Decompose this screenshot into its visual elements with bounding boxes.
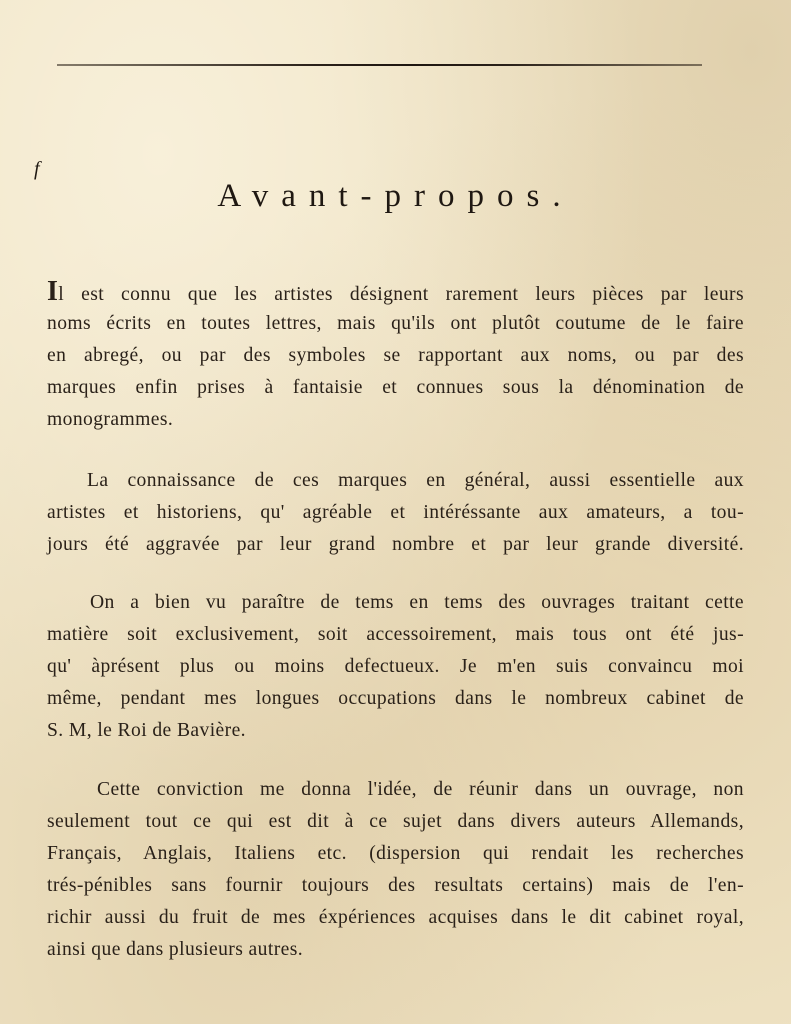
text-line: matière soit exclusivement, soit accessoirement, mais tous ont été jus- <box>47 624 744 645</box>
text-line: On a bien vu paraître de tems en tems des ouvrages traitant cette <box>90 592 744 613</box>
paragraph-4 <box>47 774 744 966</box>
text-line: marques enfin prises à fantaisie et connues sous la dénomination de <box>47 377 744 398</box>
marginal-mark: f <box>34 158 40 180</box>
text-line: S. M, le Roi de Bavière. <box>47 720 246 741</box>
text-line: trés-pénibles sans fournir toujours des resultats certains) mais de l'en- <box>47 875 744 896</box>
text-line: richir aussi du fruit de mes éxpériences acquises dans le dit cabinet royal, <box>47 907 744 928</box>
text-line: Il est connu que les artistes désignent rarement leurs pièces par leurs <box>47 276 744 307</box>
text-line: en abregé, ou par des symboles se rapportant aux noms, ou par des <box>47 345 744 366</box>
paragraph-1 <box>47 276 744 436</box>
page-title: Avant-propos. <box>217 178 574 214</box>
text-line: monogrammes. <box>47 409 174 430</box>
text-line: qu' àprésent plus ou moins defectueux. Je m'en suis convaincu moi <box>47 656 744 677</box>
text-line: même, pendant mes longues occupations dans le nombreux cabinet de <box>47 688 744 709</box>
text-line: jours été aggravée par leur grand nombre et par leur grande diversité. <box>47 534 744 555</box>
text-line: artistes et historiens, qu' agréable et intéréssante aux amateurs, a tou- <box>47 502 744 523</box>
text-line: noms écrits en toutes lettres, mais qu'ils ont plutôt coutume de le faire <box>47 313 744 334</box>
text-line: La connaissance de ces marques en général, aussi essentielle aux <box>87 470 744 491</box>
drop-initial: I <box>47 276 59 307</box>
text-line: Cette conviction me donna l'idée, de réunir dans un ouvrage, non <box>97 779 744 800</box>
paragraph-2 <box>47 465 744 561</box>
paragraph-3 <box>47 587 744 747</box>
text-line: ainsi que dans plusieurs autres. <box>47 939 304 960</box>
text-line: seulement tout ce qui est dit à ce sujet dans divers auteurs Allemands, <box>47 811 744 832</box>
top-rule <box>57 64 702 66</box>
text-line: Français, Anglais, Italiens etc. (dispersion qui rendait les recherches <box>47 843 744 864</box>
